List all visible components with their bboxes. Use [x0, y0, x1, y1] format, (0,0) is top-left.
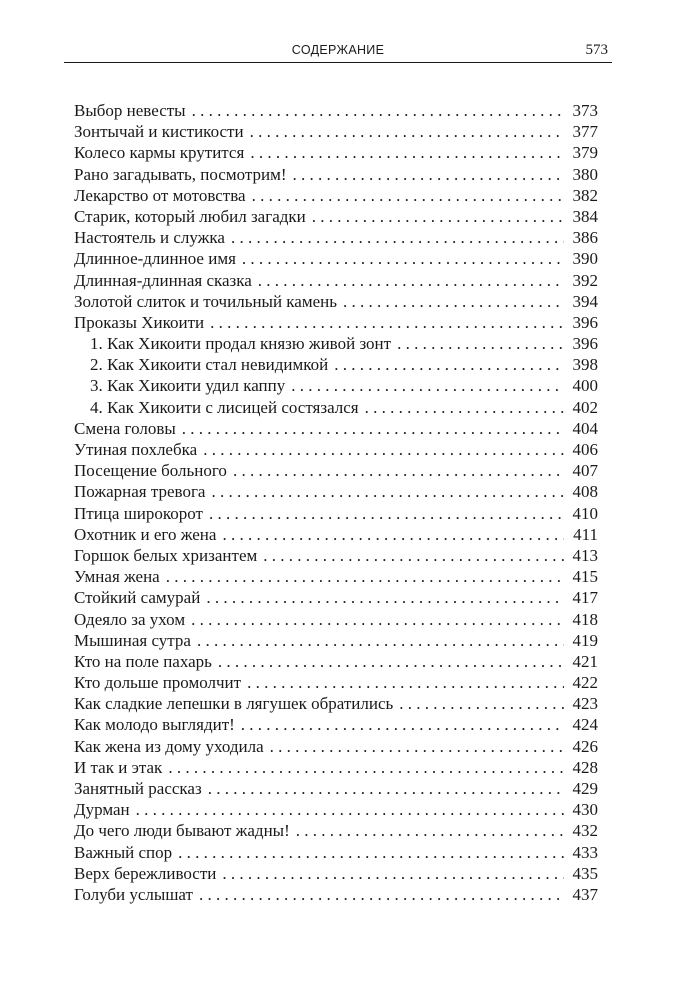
toc-leader-dots	[270, 736, 564, 757]
toc-entry	[74, 164, 598, 185]
toc-entry-title: Пожарная тревога	[74, 482, 206, 502]
toc-entry-title: Голуби услышат	[74, 884, 193, 904]
toc-entry-page: 402	[572, 397, 598, 417]
toc-entry	[74, 672, 598, 693]
toc-leader-dots	[241, 714, 564, 735]
toc-entry	[74, 863, 598, 884]
table-of-contents	[74, 100, 598, 905]
toc-leader-dots	[233, 460, 564, 481]
toc-entry-page: 428	[572, 757, 598, 777]
toc-entry-title: Горшок белых хризантем	[74, 545, 258, 565]
toc-entry-title: Колесо кармы крутится	[74, 143, 245, 163]
running-header	[64, 40, 612, 63]
toc-entry-page: 421	[572, 651, 598, 671]
toc-leader-dots	[199, 884, 564, 905]
toc-entry	[74, 206, 598, 227]
toc-entry-page: 392	[572, 270, 598, 290]
toc-entry	[74, 884, 598, 905]
toc-entry-title: Дурман	[74, 800, 130, 820]
toc-entry-page: 408	[572, 482, 598, 502]
toc-entry-page: 423	[572, 694, 598, 714]
toc-leader-dots	[291, 375, 564, 396]
toc-entry	[74, 778, 598, 799]
toc-entry-title: Верх бережливости	[74, 863, 217, 883]
toc-entry-title: Проказы Хикоити	[74, 312, 205, 332]
toc-entry-page: 394	[572, 291, 598, 311]
toc-leader-dots	[296, 820, 564, 841]
toc-entry	[74, 312, 598, 333]
toc-entry-page: 404	[572, 418, 598, 438]
toc-entry	[74, 587, 598, 608]
toc-leader-dots	[191, 609, 564, 630]
toc-entry-title: 3. Как Хикоити удил каппу	[90, 376, 286, 396]
toc-entry-page: 386	[572, 228, 598, 248]
toc-entry	[74, 418, 598, 439]
toc-entry-title: Как сладкие лепешки в лягушек обратились	[74, 694, 394, 714]
toc-entry-page: 384	[572, 206, 598, 226]
toc-entry-title: Утиная похлебка	[74, 440, 198, 459]
toc-entry-title: 2. Как Хикоити стал невидимкой	[90, 355, 329, 375]
toc-entry	[74, 185, 598, 206]
toc-leader-dots	[182, 418, 564, 439]
toc-entry-title: Зонтычай и кистикости	[74, 122, 244, 142]
toc-leader-dots	[242, 248, 564, 269]
toc-entry-title: 1. Как Хикоити продал князю живой зонт	[90, 334, 392, 354]
toc-subentry	[74, 333, 598, 354]
toc-leader-dots	[312, 206, 564, 227]
toc-entry	[74, 842, 598, 863]
toc-entry-title: Птица широкорот	[74, 503, 203, 523]
toc-entry-title: Мышиная сутра	[74, 630, 191, 650]
toc-entry-title: Посещение больного	[74, 461, 227, 481]
toc-entry-title: Настоятель и служка	[74, 228, 225, 248]
toc-leader-dots	[247, 672, 564, 693]
toc-entry-page: 432	[572, 821, 598, 841]
toc-entry-title: Выбор невесты	[74, 101, 186, 120]
toc-entry	[74, 142, 598, 163]
toc-entry-page: 373	[572, 101, 598, 120]
toc-entry	[74, 651, 598, 672]
toc-entry-page: 417	[572, 588, 598, 608]
toc-entry	[74, 227, 598, 248]
toc-leader-dots	[293, 164, 564, 185]
toc-entry-title: Умная жена	[74, 567, 160, 587]
toc-entry-title: Кто на поле пахарь	[74, 651, 212, 671]
toc-leader-dots	[250, 142, 564, 163]
toc-entry	[74, 799, 598, 820]
toc-entry	[74, 757, 598, 778]
toc-entry-title: 4. Как Хикоити с лисицей состязался	[90, 397, 359, 417]
toc-leader-dots	[166, 566, 564, 587]
toc-entry-page: 429	[572, 779, 598, 798]
toc-entry	[74, 291, 598, 312]
toc-leader-dots	[263, 545, 564, 566]
toc-entry	[74, 545, 598, 566]
toc-entry-title: Длинное-длинное имя	[74, 249, 236, 269]
toc-entry	[74, 248, 598, 269]
toc-leader-dots	[208, 778, 564, 799]
toc-entry-page: 379	[572, 143, 598, 163]
toc-entry-page: 426	[572, 736, 598, 756]
toc-leader-dots	[178, 842, 564, 863]
toc-entry	[74, 693, 598, 714]
toc-leader-dots	[231, 227, 564, 248]
toc-entry-page: 407	[572, 461, 598, 481]
toc-entry	[74, 820, 598, 841]
toc-entry-page: 411	[573, 524, 598, 544]
toc-entry-page: 390	[572, 249, 598, 269]
toc-entry-title: Смена головы	[74, 418, 176, 438]
toc-entry-title: И так и этак	[74, 757, 163, 777]
toc-entry-title: Охотник и его жена	[74, 524, 217, 544]
toc-entry	[74, 481, 598, 502]
toc-leader-dots	[203, 439, 564, 460]
toc-entry-page: 382	[572, 185, 598, 205]
toc-entry-page: 424	[572, 715, 598, 735]
toc-entry-title: Старик, который любил загадки	[74, 206, 306, 226]
toc-entry	[74, 270, 598, 291]
toc-leader-dots	[136, 799, 564, 820]
toc-leader-dots	[399, 693, 564, 714]
toc-entry-page: 437	[572, 884, 598, 904]
toc-entry	[74, 524, 598, 545]
toc-entry	[74, 460, 598, 481]
toc-entry-title: До чего люди бывают жадны!	[74, 821, 290, 841]
toc-entry-title: Одеяло за ухом	[74, 609, 186, 629]
toc-entry	[74, 609, 598, 630]
toc-leader-dots	[334, 354, 564, 375]
toc-leader-dots	[365, 397, 564, 418]
toc-entry-page: 398	[572, 355, 598, 375]
toc-entry-title: Занятный рассказ	[74, 779, 202, 798]
toc-entry-page: 400	[572, 376, 598, 396]
header-title: СОДЕРЖАНИЕ	[291, 43, 385, 57]
toc-subentry	[74, 375, 598, 396]
toc-entry-title: Как жена из дому уходила	[74, 736, 264, 756]
toc-entry-page: 406	[572, 440, 598, 459]
toc-leader-dots	[250, 121, 564, 142]
toc-entry	[74, 736, 598, 757]
toc-entry-title: Золотой слиток и точильный камень	[74, 291, 338, 311]
toc-entry-page: 396	[572, 334, 598, 354]
toc-leader-dots	[218, 651, 564, 672]
toc-entry	[74, 566, 598, 587]
toc-entry-title: Длинная-длинная сказка	[74, 270, 252, 290]
toc-entry-page: 377	[572, 122, 598, 142]
toc-entry	[74, 439, 598, 460]
toc-entry	[74, 121, 598, 142]
toc-entry	[74, 714, 598, 735]
toc-entry-title: Стойкий самурай	[74, 588, 201, 608]
toc-entry-page: 380	[572, 164, 598, 184]
toc-leader-dots	[258, 270, 564, 291]
toc-entry-title: Важный спор	[74, 842, 173, 862]
toc-entry	[74, 100, 598, 121]
toc-leader-dots	[222, 863, 564, 884]
toc-entry	[74, 503, 598, 524]
toc-subentry	[74, 397, 598, 418]
toc-entry-page: 415	[572, 567, 598, 587]
toc-entry-page: 430	[572, 800, 598, 820]
toc-leader-dots	[168, 757, 564, 778]
toc-leader-dots	[343, 291, 564, 312]
toc-entry-page: 419	[572, 630, 598, 650]
toc-entry-page: 413	[572, 545, 598, 565]
toc-leader-dots	[397, 333, 564, 354]
toc-leader-dots	[209, 503, 564, 524]
toc-entry-title: Кто дольше промолчит	[74, 673, 242, 693]
toc-entry-title: Как молодо выглядит!	[74, 715, 235, 735]
toc-entry-title: Лекарство от мотовства	[74, 185, 246, 205]
toc-leader-dots	[252, 185, 564, 206]
toc-entry-page: 422	[572, 673, 598, 693]
toc-subentry	[74, 354, 598, 375]
toc-entry-page: 410	[572, 503, 598, 523]
toc-leader-dots	[192, 100, 564, 121]
toc-entry-page: 435	[572, 863, 598, 883]
header-page-number: 573	[585, 42, 608, 58]
toc-entry-page: 418	[572, 609, 598, 629]
toc-leader-dots	[211, 481, 564, 502]
toc-entry-title: Рано загадывать, посмотрим!	[74, 164, 287, 184]
toc-entry-page: 433	[572, 842, 598, 862]
toc-leader-dots	[222, 524, 564, 545]
toc-entry	[74, 630, 598, 651]
toc-leader-dots	[210, 312, 564, 333]
toc-leader-dots	[206, 587, 564, 608]
toc-entry-page: 396	[572, 312, 598, 332]
toc-leader-dots	[197, 630, 564, 651]
